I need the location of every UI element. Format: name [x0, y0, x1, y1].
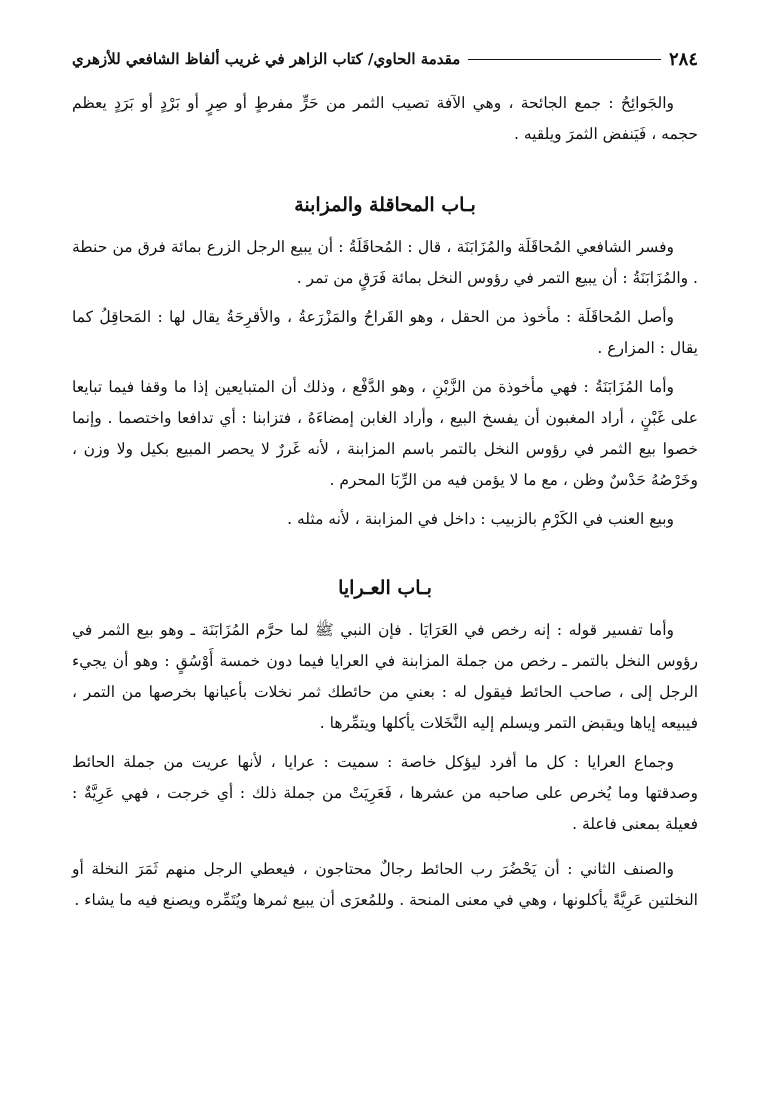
paragraph-muzabana-origin: وأما المُزَابَنَةُ : فهي مأخوذة من الزَّبْنِ ، وهو الدَّفْع ، وذلك أن المتبايعين إذا ما وقفا فيما تبايعا على غَبْنٍ ، أراد المغبون أن يفسخ البيع ، وأراد الغابن إمضاءَهُ ، فتزابنا : أي تدافعا واختصما . وإنما خصوا بيع الثمر في رؤوس النخل بالتمر باسم المزابنة ، لأنه غَررٌ لا يحصر المبيع بكيل ولا وزن ، وخَرْصُهُ حَدْسٌ وظن ، مع ما لا يؤمن فيه من الرِّبَا المحرم .: [72, 378, 698, 489]
paragraph-grapes: وبيع العنب في الكَرْمِ بالزبيب : داخل في المزابنة ، لأنه مثله .: [287, 510, 674, 528]
paragraph-araya-tafsir: وأما تفسير قوله : إنه رخص في العَرَايَا . فإن النبي ﷺ لما حرَّم المُزَابَنَة ـ وهو بيع الثمر في رؤوس النخل بالتمر ـ رخص من جملة المزابنة في العرايا فيما دون خمسة أَوْسُقٍ : وهو أن يجيء الرجل إلى ، صاحب الحائط فيقول له : بعني من حائطك ثمر نخلات بأعيانها بخرصها من التمر ، فيبيعه إياها ويقبض التمر ويسلم إليه النَّخَلات يأكلها ويتمِّرها .: [72, 621, 698, 732]
header-title: مقدمة الحاوي/ كتاب الزاهر في غريب ألفاظ الشافعي للأزهري: [72, 50, 461, 68]
paragraph-araya-jimaa: وجماع العرايا : كل ما أفرد ليؤكل خاصة : سميت : عرايا ، لأنها عريت من جملة الحائط وصدقتها وما يُخرص على صاحبه من عشرها ، فَعَرِيَتْ من جملة ذلك : أي خرجت ، فهي عَرِيَّةٌ : فعيلة بمعنى فاعلة .: [72, 753, 698, 833]
header-rule: [468, 59, 661, 60]
page-number: ٢٨٤: [668, 48, 698, 70]
paragraph-muhaqala-definition: وفسر الشافعي المُحاقَلَة والمُزَابَنَة ، قال : المُحاقَلَةُ : أن يبيع الرجل الزرع بمائة فرق من حنطة . والمُزَابَنَةُ : أن يبيع التمر في رؤوس النخل بمائة فَرَقٍ من تمر .: [72, 238, 698, 287]
paragraph-muhaqala-origin: وأصل المُحاقَلَة : مأخوذ من الحقل ، وهو القَراحُ والمَزْرَعةُ ، والأقرِحَةُ يقال لها : المَحاقِلُ كما يقال : المزارع .: [72, 308, 698, 357]
paragraph-jawaih: والجَوائِحُ : جمع الجائحة ، وهي الآفة تصيب الثمر من حَرٍّ مفرطٍ أو صِرٍ أو بَرْدٍ أو بَرَدٍ يعظم حجمه ، فَيَنفض الثمرَ ويلقيه .: [72, 94, 698, 143]
paragraph-second-kind: والصنف الثاني : أن يَحْضُرَ رب الحائط رجالٌ محتاجون ، فيعطي الرجل منهم ثَمَرَ النخلة أو النخلتين عَرِيَّةً يأكلونها ، وهي في معنى المنحة . وللمُعرَى أن يبيع ثمرها ويُتَمِّره ويصنع فيه ما يشاء .: [72, 860, 698, 909]
running-header: [72, 44, 698, 74]
section-title-muhaqala: بـاب المحاقلة والمزابنة: [294, 194, 476, 216]
section-title-araya: بـاب العـرايا: [338, 577, 432, 599]
